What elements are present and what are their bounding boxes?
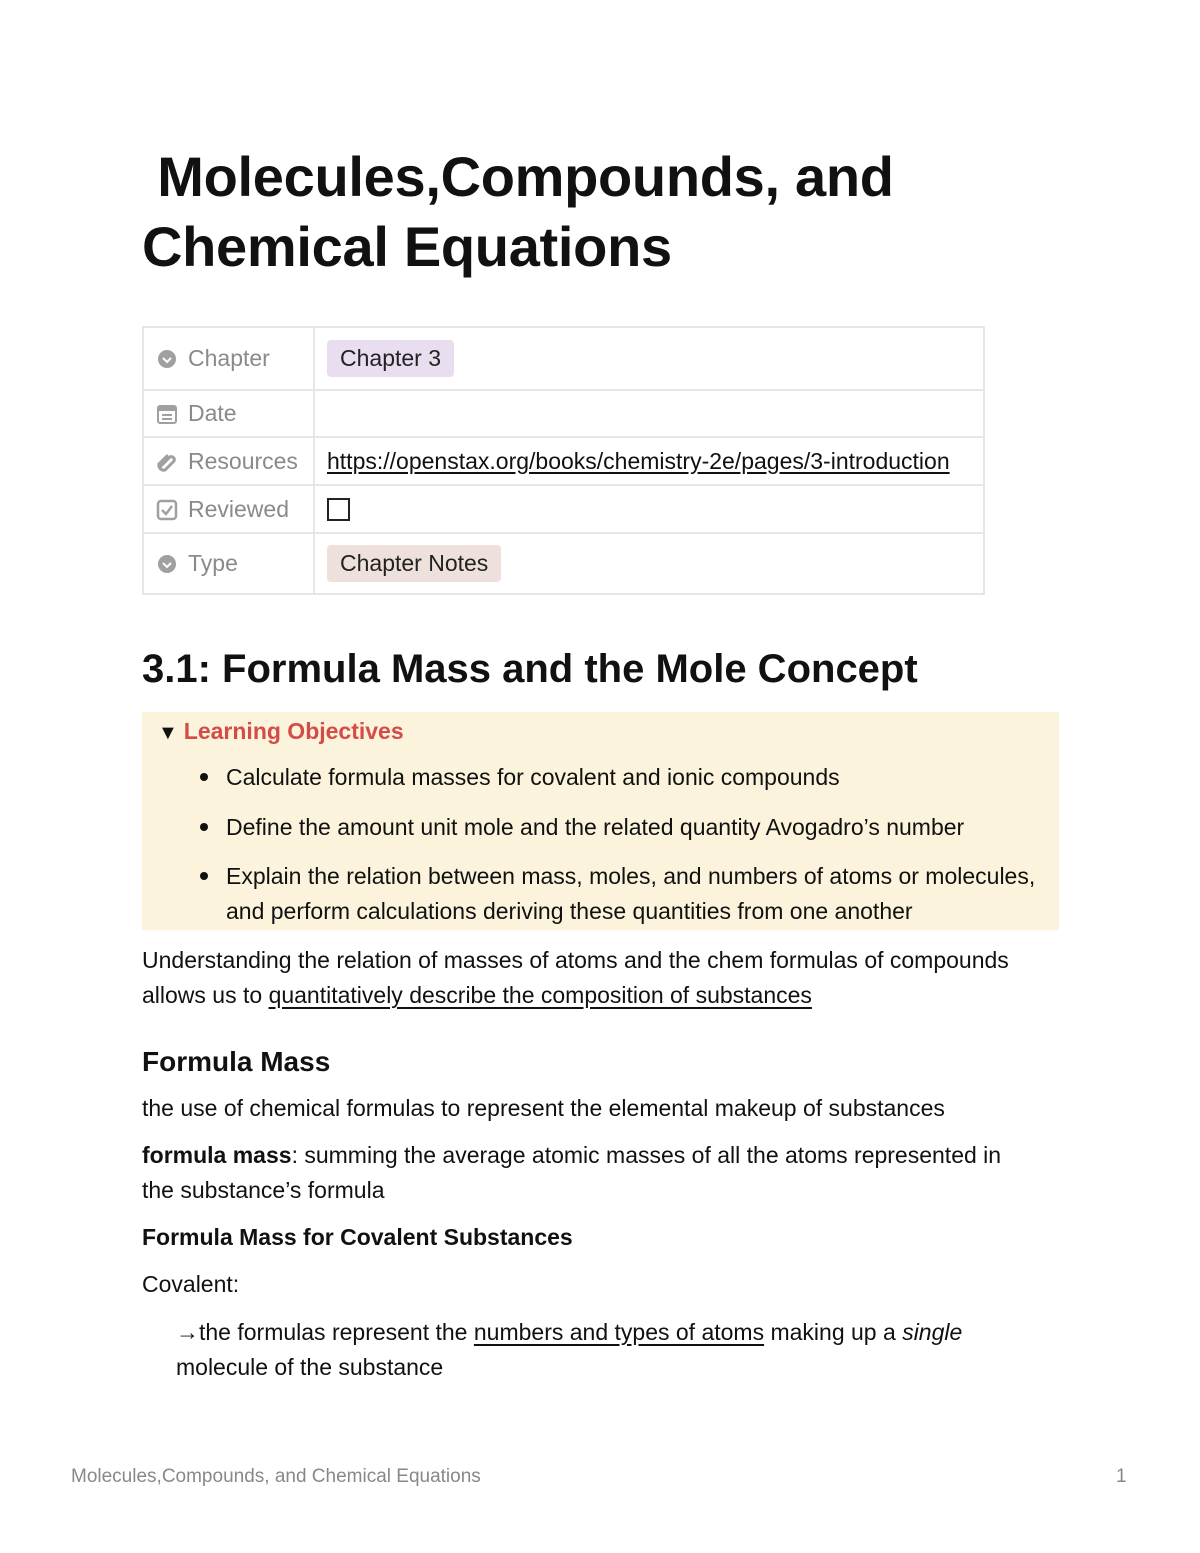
toggle-label: Learning Objectives bbox=[183, 718, 404, 744]
property-label: Resources bbox=[188, 447, 298, 474]
objective-text: Calculate formula masses for covalent and ionic compounds bbox=[226, 764, 840, 790]
bullet-icon bbox=[200, 872, 208, 880]
properties-table bbox=[142, 326, 985, 595]
list-item bbox=[226, 859, 1066, 929]
property-row-resources bbox=[143, 437, 984, 485]
term-definition-line-2: the substance’s formula bbox=[142, 1177, 385, 1203]
term-formula-mass: formula mass bbox=[142, 1142, 292, 1168]
covalent-subheading: Formula Mass for Covalent Substances bbox=[142, 1224, 573, 1250]
page-title bbox=[142, 142, 1042, 282]
term-definition-line-1: : summing the average atomic masses of all the atoms represented in bbox=[291, 1142, 1002, 1168]
property-key bbox=[143, 437, 314, 485]
property-row-chapter bbox=[143, 327, 984, 390]
property-key bbox=[143, 533, 314, 594]
arrow-italic: single bbox=[902, 1319, 963, 1345]
bullet-icon bbox=[200, 823, 208, 831]
intro-line-1: Understanding the relation of masses of atoms and the chem formulas of compounds bbox=[142, 947, 1009, 973]
objective-text: Define the amount unit mole and the related quantity Avogadro’s number bbox=[226, 814, 965, 840]
property-label: Type bbox=[188, 550, 238, 576]
resources-link[interactable]: https://openstax.org/books/chemistry-2e/pages/3-introduction bbox=[327, 447, 950, 474]
covalent-arrow-paragraph bbox=[176, 1315, 962, 1385]
footer-doc-title: Molecules,Compounds, and Chemical Equations bbox=[71, 1466, 481, 1487]
objective-text: Explain the relation between mass, moles, and numbers of atoms or molecules, bbox=[226, 863, 1036, 889]
property-label: Reviewed bbox=[188, 495, 289, 522]
section-heading: 3.1: Formula Mass and the Mole Concept bbox=[142, 647, 918, 691]
formula-mass-heading: Formula Mass bbox=[142, 1046, 331, 1077]
page-title-line-1: Molecules,Compounds, and bbox=[142, 145, 894, 208]
arrow-prefix: →the formulas represent the bbox=[176, 1319, 474, 1345]
intro-paragraph bbox=[142, 943, 1009, 1013]
checkbox-icon bbox=[156, 499, 178, 521]
arrow-mid: making up a bbox=[764, 1319, 903, 1345]
list-item bbox=[226, 810, 1056, 845]
footer-page-number: 1 bbox=[1116, 1466, 1127, 1487]
calendar-icon bbox=[156, 403, 178, 425]
property-row-reviewed bbox=[143, 485, 984, 533]
property-row-date bbox=[143, 390, 984, 437]
select-icon bbox=[156, 553, 178, 575]
intro-underlined-text: quantitatively describe the composition of substances bbox=[268, 982, 812, 1008]
objective-text-continued: and perform calculations deriving these quantities from one another bbox=[226, 898, 913, 924]
intro-line-2-prefix: allows us to bbox=[142, 982, 269, 1008]
arrow-line-2: molecule of the substance bbox=[176, 1354, 444, 1380]
learning-objectives-callout bbox=[142, 712, 1059, 930]
property-label: Date bbox=[188, 400, 237, 426]
property-key bbox=[143, 390, 314, 437]
formula-mass-term-paragraph bbox=[142, 1138, 1001, 1208]
link-icon bbox=[156, 451, 178, 473]
property-value[interactable] bbox=[314, 327, 984, 390]
learning-objectives-toggle[interactable] bbox=[158, 716, 404, 748]
list-item bbox=[226, 760, 1056, 795]
property-key bbox=[143, 485, 314, 533]
property-value[interactable] bbox=[314, 533, 984, 594]
page-title-line-2: Chemical Equations bbox=[142, 215, 672, 278]
property-value bbox=[314, 485, 984, 533]
date-value[interactable] bbox=[314, 390, 984, 437]
property-row-type bbox=[143, 533, 984, 594]
bullet-icon bbox=[200, 773, 208, 781]
reviewed-checkbox[interactable] bbox=[327, 498, 350, 521]
type-tag[interactable]: Chapter Notes bbox=[327, 545, 501, 582]
property-label: Chapter bbox=[188, 345, 270, 371]
triangle-down-icon[interactable]: ▼ bbox=[158, 722, 178, 744]
chapter-tag[interactable]: Chapter 3 bbox=[327, 340, 454, 377]
property-key bbox=[143, 327, 314, 390]
covalent-label: Covalent: bbox=[142, 1271, 240, 1297]
property-value bbox=[314, 437, 984, 485]
select-icon bbox=[156, 348, 178, 370]
formula-mass-definition: the use of chemical formulas to represent the elemental makeup of substances bbox=[142, 1095, 945, 1121]
arrow-underlined-text: numbers and types of atoms bbox=[473, 1319, 765, 1345]
